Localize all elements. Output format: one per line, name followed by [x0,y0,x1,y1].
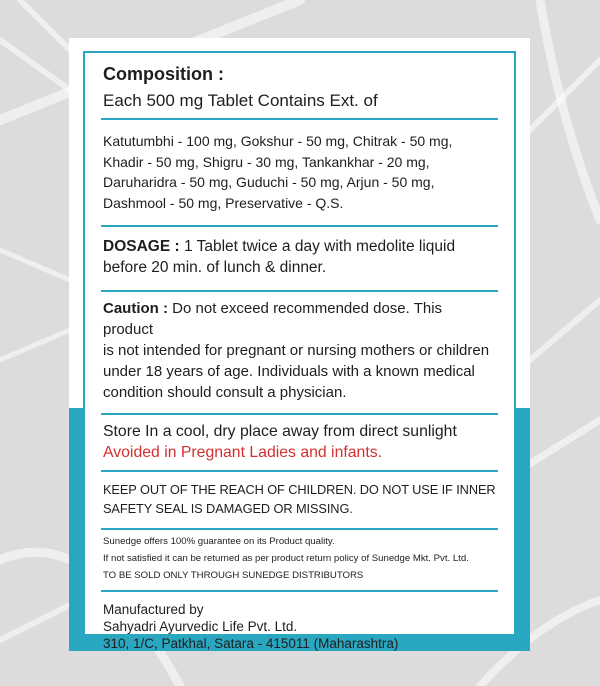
storage-instruction: Store In a cool, dry place away from direct sunlight [103,423,457,440]
composition-title: Composition : [103,64,224,84]
divider [101,413,498,415]
composition-subtitle: Each 500 mg Tablet Contains Ext. of [103,91,378,110]
divider [101,470,498,472]
caution-text: condition should consult a physician. [103,384,347,401]
distribution-note: TO BE SOLD ONLY THROUGH SUNEDGE DISTRIBUTORS [103,570,364,581]
dosage-text-continued: before 20 min. of lunch & dinner. [103,259,327,276]
ingredient-line: Dashmool - 50 mg, Preservative - Q.S. [103,194,344,211]
child-safety-line: SAFETY SEAL IS DAMAGED OR MISSING. [103,501,353,516]
product-label-panel [83,51,516,651]
ingredient-line: Khadir - 50 mg, Shigru - 30 mg, Tankankhar - 20 mg, [103,153,430,170]
ingredient-line: Katutumbhi - 100 mg, Gokshur - 50 mg, Chitrak - 50 mg, [103,133,453,149]
divider [101,290,498,292]
guarantee-line: If not satisfied it can be returned as per product return policy of Sunedge Mkt. Pvt. Ltd. [103,553,469,564]
manufacturer-address: 310, 1/C, Patkhal, Satara - 415011 (Maharashtra) [103,636,399,651]
ingredient-list [103,131,496,213]
divider [101,225,498,227]
child-safety-warning [103,480,496,518]
dosage-label: DOSAGE : [103,238,180,255]
manufacturer-name: Sahyadri Ayurvedic Life Pvt. Ltd. [103,619,298,634]
manufacturer-label: Manufactured by [103,602,204,617]
divider [101,590,498,592]
divider [101,118,498,120]
dosage-text: 1 Tablet twice a day with medolite liquid [179,238,456,255]
child-safety-line: KEEP OUT OF THE REACH OF CHILDREN. DO NOT USE IF INNER [103,482,496,497]
pregnancy-warning: Avoided in Pregnant Ladies and infants. [103,444,382,461]
caution-text: under 18 years of age. Individuals with a known medical [103,363,475,380]
caution-text: Do not exceed recommended dose. This product [103,300,443,338]
guarantee-line: Sunedge offers 100% guarantee on its Product quality. [103,536,335,547]
caution-section [103,298,496,403]
caution-text: is not intended for pregnant or nursing mothers or children [103,342,490,359]
guarantee-section [103,533,496,584]
ingredient-line: Daruharidra - 50 mg, Guduchi - 50 mg, Arjun - 50 mg, [103,174,435,190]
manufacturer-section [103,601,496,652]
caution-label: Caution : [103,300,168,317]
dosage-section [103,236,496,278]
divider [101,528,498,530]
